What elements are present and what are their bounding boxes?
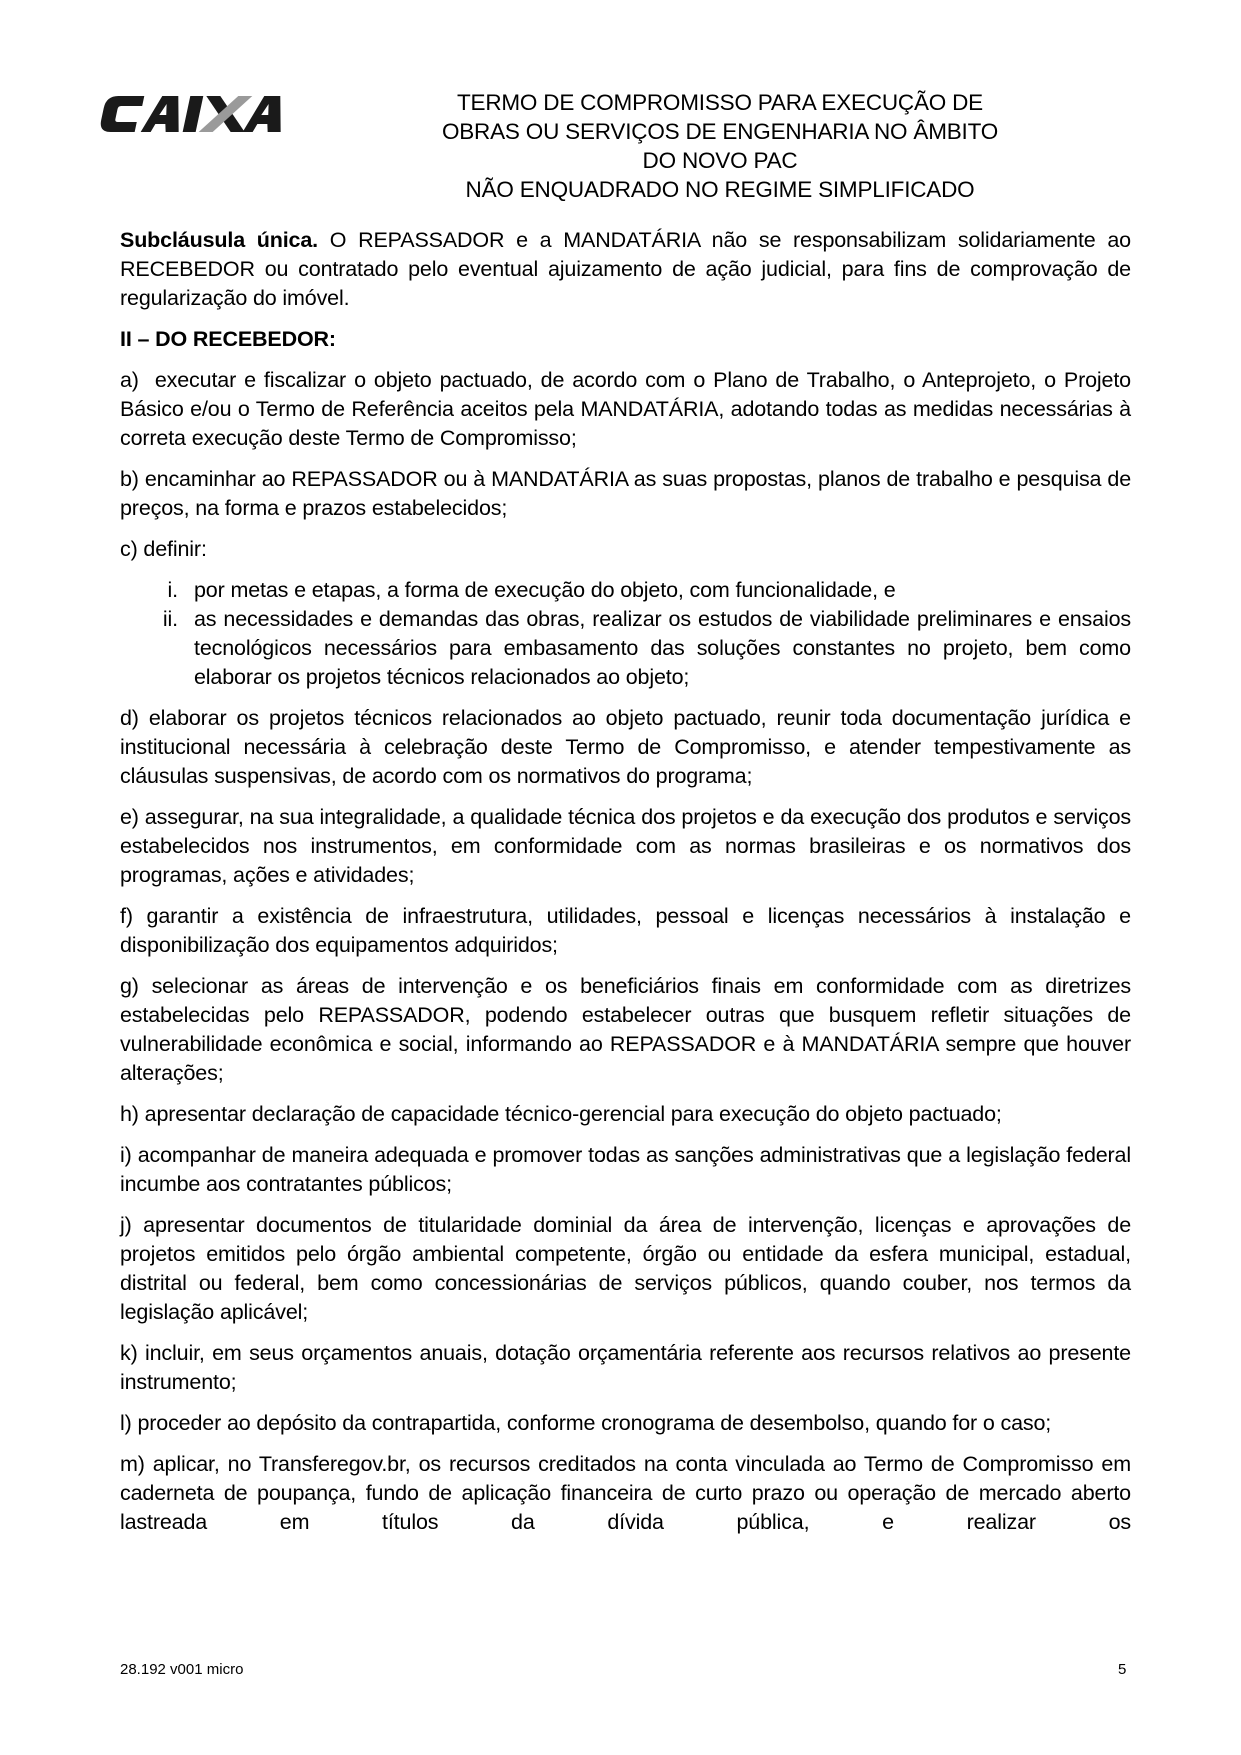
sublist-number: ii.	[162, 607, 178, 631]
item-f: f) garantir a existência de infraestrutura, utilidades, pessoal e licenças necessários à instalação e disponibilização dos equipamentos adquiridos;	[120, 904, 1131, 957]
subclause-text: O REPASSADOR e a MANDATÁRIA não se responsabilizam solidariamente ao RECEBEDOR ou contratado pelo eventual ajuizamento de ação judicial, para fins de comprovação de regularização do imóvel.	[120, 228, 1131, 310]
item-h: h) apresentar declaração de capacidade técnico-gerencial para execução do objeto pactuado;	[120, 1102, 1002, 1126]
document-body	[120, 226, 1137, 1549]
header-line-3: DO NOVO PAC	[642, 148, 798, 173]
sublist-text: por metas e etapas, a forma de execução do objeto, com funcionalidade, e	[194, 578, 896, 602]
item-b: b) encaminhar ao REPASSADOR ou à MANDATÁRIA as suas propostas, planos de trabalho e pesquisa de preços, na forma e prazos estabelecidos;	[120, 467, 1131, 520]
item-e: e) assegurar, na sua integralidade, a qualidade técnica dos projetos e da execução dos produtos e serviços estabelecidos nos instrumentos, em conformidade com as normas brasileiras e os normativos dos programas, ações e atividades;	[120, 805, 1131, 887]
item-c: c) definir:	[120, 537, 207, 561]
item-i: i) acompanhar de maneira adequada e promover todas as sanções administrativas que a legislação federal incumbe aos contratantes públicos;	[120, 1143, 1131, 1196]
header-line-2: OBRAS OU SERVIÇOS DE ENGENHARIA NO ÂMBITO	[441, 119, 999, 144]
sublist-item	[120, 605, 1131, 692]
sublist-text: as necessidades e demandas das obras, realizar os estudos de viabilidade preliminares e ensaios tecnológicos necessários para embasamento das soluções constantes no projeto, bem como elaborar os projetos técnicos relacionados ao objeto;	[194, 607, 1131, 689]
item-k: k) incluir, em seus orçamentos anuais, dotação orçamentária referente aos recursos relativos ao presente instrumento;	[120, 1341, 1131, 1394]
item-a: a) executar e fiscalizar o objeto pactuado, de acordo com o Plano de Trabalho, o Anteprojeto, o Projeto Básico e/ou o Termo de Referência aceitos pela MANDATÁRIA, adotando todas as medidas necessárias à correta execução deste Termo de Compromisso;	[120, 368, 1137, 450]
item-d: d) elaborar os projetos técnicos relacionados ao objeto pactuado, reunir toda documentação jurídica e institucional necessária à celebração deste Termo de Compromisso, e atender tempestivamente as cláusulas suspensivas, de acordo com os normativos do programa;	[120, 706, 1131, 788]
item-j: j) apresentar documentos de titularidade dominial da área de intervenção, licenças e aprovações de projetos emitidos pelo órgão ambiental competente, órgão ou entidade da esfera municipal, estadual, distrital ou federal, bem como concessionárias de serviços públicos, quando couber, nos termos da legislação aplicável;	[120, 1213, 1131, 1324]
item-c-sublist	[120, 576, 1131, 692]
caixa-logo-graphic	[94, 88, 304, 140]
subclause-paragraph	[120, 226, 1131, 313]
item-g: g) selecionar as áreas de intervenção e os beneficiários finais em conformidade com as diretrizes estabelecidas pelo REPASSADOR, podendo estabelecer outras que busquem refletir situações de vulnerabilidade econômica e social, informando ao REPASSADOR e à MANDATÁRIA sempre que houver alterações;	[120, 974, 1131, 1085]
sublist-item	[120, 576, 1131, 605]
footer-page-number: 5	[1118, 1661, 1127, 1678]
header-line-1: TERMO DE COMPROMISSO PARA EXECUÇÃO DE	[456, 90, 983, 115]
item-l: l) proceder ao depósito da contrapartida, conforme cronograma de desembolso, quando for o caso;	[120, 1411, 1052, 1435]
item-m: m) aplicar, no Transferegov.br, os recursos creditados na conta vinculada ao Termo de Compromisso em caderneta de poupança, fundo de aplicação financeira de curto prazo ou operação de mercado aberto lastreada em títulos da dívida pública, e realizar os	[120, 1452, 1131, 1534]
footer-doc-code: 28.192 v001 micro	[120, 1661, 244, 1678]
header-line-4: NÃO ENQUADRADO NO REGIME SIMPLIFICADO	[465, 177, 975, 202]
caixa-logo	[94, 88, 304, 140]
section-title: II – DO RECEBEDOR:	[120, 327, 336, 351]
subclause-label: Subcláusula única.	[120, 228, 318, 252]
sublist-number: i.	[167, 578, 178, 602]
document-header	[380, 88, 1060, 204]
